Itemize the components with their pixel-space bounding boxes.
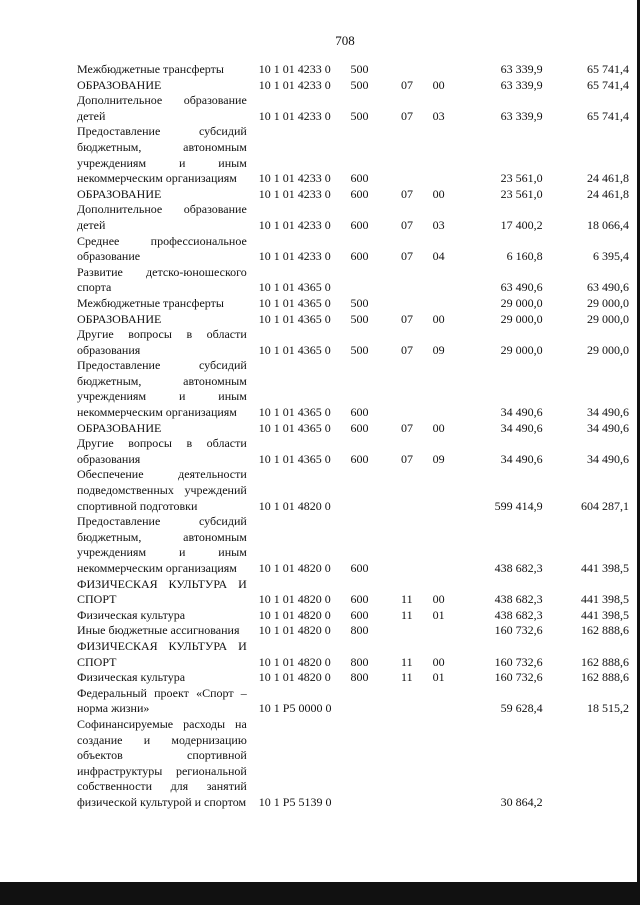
row-vr: 600 [350,249,369,264]
row-value-2: 162 888,6 [581,670,629,685]
table-row [77,187,629,203]
row-name: Предоставление субсидий бюджетным, автономным учреждениям и иным некоммерческим организациям [77,514,247,575]
row-value-2: 24 461,8 [587,186,629,201]
row-value-1: 6 160,8 [506,249,543,264]
row-code: 10 1 01 4365 0 [258,405,331,420]
table-row [77,623,629,639]
table-row [77,358,629,420]
row-vr: 500 [350,62,369,76]
row-vr: 600 [350,171,369,186]
row-value-2: 29 000,0 [587,342,629,357]
table-row [77,421,629,437]
row-value-1: 63 490,6 [500,280,543,295]
row-name: Физическая культура [77,607,186,622]
row-code: 10 1 01 4233 0 [258,62,331,76]
row-vr: 600 [350,592,369,607]
row-vr: 800 [350,654,369,669]
scan-bottom-edge [0,882,640,905]
row-rz: 07 [401,311,414,326]
table-row [77,62,629,78]
row-value-1: 23 561,0 [500,171,543,186]
row-pr: 04 [432,249,445,264]
row-code: 10 1 01 4365 0 [258,342,331,357]
row-value-2: 34 490,6 [587,405,629,420]
row-value-1: 438 682,3 [494,607,543,622]
table-row [77,124,629,186]
row-name: ФИЗИЧЕСКАЯ КУЛЬТУРА И СПОРТ [77,638,247,669]
row-name: Межбюджетные трансферты [77,62,224,76]
row-vr: 600 [350,607,369,622]
row-rz: 11 [401,592,413,607]
row-value-2: 162 888,6 [581,623,629,638]
row-pr: 00 [432,592,445,607]
row-value-2: 65 741,4 [587,62,629,76]
row-pr: 00 [432,77,445,92]
row-rz: 07 [401,451,414,466]
row-pr: 01 [432,670,445,685]
table-row [77,577,629,608]
row-value-1: 438 682,3 [494,592,543,607]
row-value-2: 29 000,0 [587,311,629,326]
row-value-1: 160 732,6 [494,670,543,685]
row-value-2: 65 741,4 [587,108,629,123]
table-row [77,670,629,686]
row-name: Дополнительное образование детей [77,202,247,232]
row-pr: 09 [432,342,445,357]
row-value-2: 441 398,5 [581,592,629,607]
row-code: 10 1 01 4820 0 [258,498,331,513]
row-value-1: 59 628,4 [500,701,543,716]
row-rz: 07 [401,217,414,232]
row-value-1: 34 490,6 [500,420,543,435]
table-row [77,234,629,265]
row-value-1: 160 732,6 [494,654,543,669]
row-value-1: 29 000,0 [500,311,543,326]
page-number: 708 [335,33,355,48]
row-rz: 11 [401,654,413,669]
row-code: 10 1 01 4233 0 [258,186,331,201]
row-value-1: 63 339,9 [500,62,543,76]
row-pr: 03 [432,108,445,123]
row-value-1: 599 414,9 [494,498,543,513]
row-value-2: 441 398,5 [581,607,629,622]
row-value-1: 29 000,0 [500,342,543,357]
row-rz: 11 [401,607,413,622]
row-value-1: 34 490,6 [500,405,543,420]
row-vr: 600 [350,451,369,466]
row-name: Развитие детско-юношеского спорта [77,264,247,295]
row-vr: 500 [350,342,369,357]
row-code: 10 1 01 4820 0 [258,607,331,622]
row-value-1: 34 490,6 [500,451,543,466]
row-value-1: 23 561,0 [500,186,543,201]
table-row [77,93,629,124]
row-value-2: 441 398,5 [581,561,629,575]
row-name: Предоставление субсидий бюджетным, автономным учреждениям и иным некоммерческим организациям [77,124,247,186]
row-name: Среднее профессиональное образование [77,233,247,264]
table-row [77,436,629,467]
row-vr: 600 [350,405,369,420]
row-rz: 07 [401,186,414,201]
row-value-1: 63 339,9 [500,77,543,92]
row-value-2: 604 287,1 [581,498,629,513]
row-value-1: 29 000,0 [500,295,543,310]
table-row [77,327,629,358]
row-vr: 500 [350,77,369,92]
row-code: 10 1 01 4365 0 [258,451,331,466]
table-row [77,312,629,328]
table-row [77,514,629,576]
row-value-1: 30 864,2 [500,794,543,809]
row-code: 10 1 01 4820 0 [258,623,331,638]
row-value-2: 18 066,4 [587,217,629,232]
row-value-1: 160 732,6 [494,623,543,638]
row-code: 10 1 01 4365 0 [258,280,331,295]
row-value-2: 24 461,8 [587,171,629,186]
row-vr: 800 [350,670,369,685]
row-code: 10 1 01 4820 0 [258,592,331,607]
row-value-2: 6 395,4 [593,249,629,264]
row-value-1: 438 682,3 [494,561,543,575]
row-code: 10 1 01 4820 0 [258,670,331,685]
row-code: 10 1 01 4233 0 [258,249,331,264]
row-name: Другие вопросы в области образования [77,436,247,466]
row-code: 10 1 01 4365 0 [258,420,331,435]
row-code: 10 1 01 4365 0 [258,311,331,326]
row-rz: 07 [401,77,414,92]
row-vr: 800 [350,623,369,638]
row-name: ОБРАЗОВАНИЕ [77,311,162,326]
row-vr: 600 [350,217,369,232]
row-code: 10 1 01 4233 0 [258,77,331,92]
table-row [77,78,629,94]
row-name: ОБРАЗОВАНИЕ [77,77,162,92]
row-name: ОБРАЗОВАНИЕ [77,186,162,201]
row-rz: 07 [401,420,414,435]
table-row [77,686,629,717]
row-rz: 07 [401,108,414,123]
row-name: Другие вопросы в области образования [77,327,247,357]
row-value-2: 18 515,2 [587,701,629,716]
row-name: Обеспечение деятельности подведомственных учреждений спортивной подготовки [77,467,247,513]
row-value-2: 162 888,6 [581,654,629,669]
row-code: 10 1 01 4820 0 [258,654,331,669]
row-pr: 00 [432,186,445,201]
row-code: 10 1 01 4233 0 [258,217,331,232]
row-name: Иные бюджетные ассигнования [77,623,240,638]
table-row [77,202,629,233]
table-row [77,467,629,514]
row-vr: 500 [350,295,369,310]
row-name: Федеральный проект «Спорт – норма жизни» [77,685,247,716]
row-code: 10 1 P5 5139 0 [258,794,332,809]
table-row [77,608,629,624]
row-vr: 600 [350,561,369,575]
row-name: Межбюджетные трансферты [77,295,224,310]
row-name: ОБРАЗОВАНИЕ [77,420,162,435]
row-name: Предоставление субсидий бюджетным, автономным учреждениям и иным некоммерческим организациям [77,358,247,420]
row-code: 10 1 P5 0000 0 [258,701,332,716]
row-pr: 00 [432,311,445,326]
row-pr: 00 [432,654,445,669]
row-name: Дополнительное образование детей [77,93,247,123]
table-row [77,717,629,811]
row-name: ФИЗИЧЕСКАЯ КУЛЬТУРА И СПОРТ [77,576,247,607]
table-row [77,265,629,296]
row-value-2: 65 741,4 [587,77,629,92]
row-code: 10 1 01 4365 0 [258,295,331,310]
row-value-2: 63 490,6 [587,280,629,295]
row-name: Софинансируемые расходы на создание и модернизацию объектов спортивной инфраструктуры региональной собственности для занятий физической культурой и спортом [77,716,247,809]
row-vr: 600 [350,186,369,201]
row-value-2: 34 490,6 [587,420,629,435]
table-row [77,639,629,670]
table-row [77,296,629,312]
row-rz: 11 [401,670,413,685]
row-code: 10 1 01 4233 0 [258,108,331,123]
row-pr: 00 [432,420,445,435]
row-value-2: 34 490,6 [587,451,629,466]
row-name: Физическая культура [77,670,186,685]
row-vr: 500 [350,311,369,326]
row-code: 10 1 01 4233 0 [258,171,331,186]
row-vr: 600 [350,420,369,435]
row-code: 10 1 01 4820 0 [258,561,331,575]
row-pr: 09 [432,451,445,466]
row-value-1: 63 339,9 [500,108,543,123]
row-value-2: 29 000,0 [587,295,629,310]
row-vr: 500 [350,108,369,123]
row-pr: 03 [432,217,445,232]
row-pr: 01 [432,607,445,622]
budget-table [77,62,629,811]
row-rz: 07 [401,342,414,357]
row-rz: 07 [401,249,414,264]
row-value-1: 17 400,2 [500,217,543,232]
